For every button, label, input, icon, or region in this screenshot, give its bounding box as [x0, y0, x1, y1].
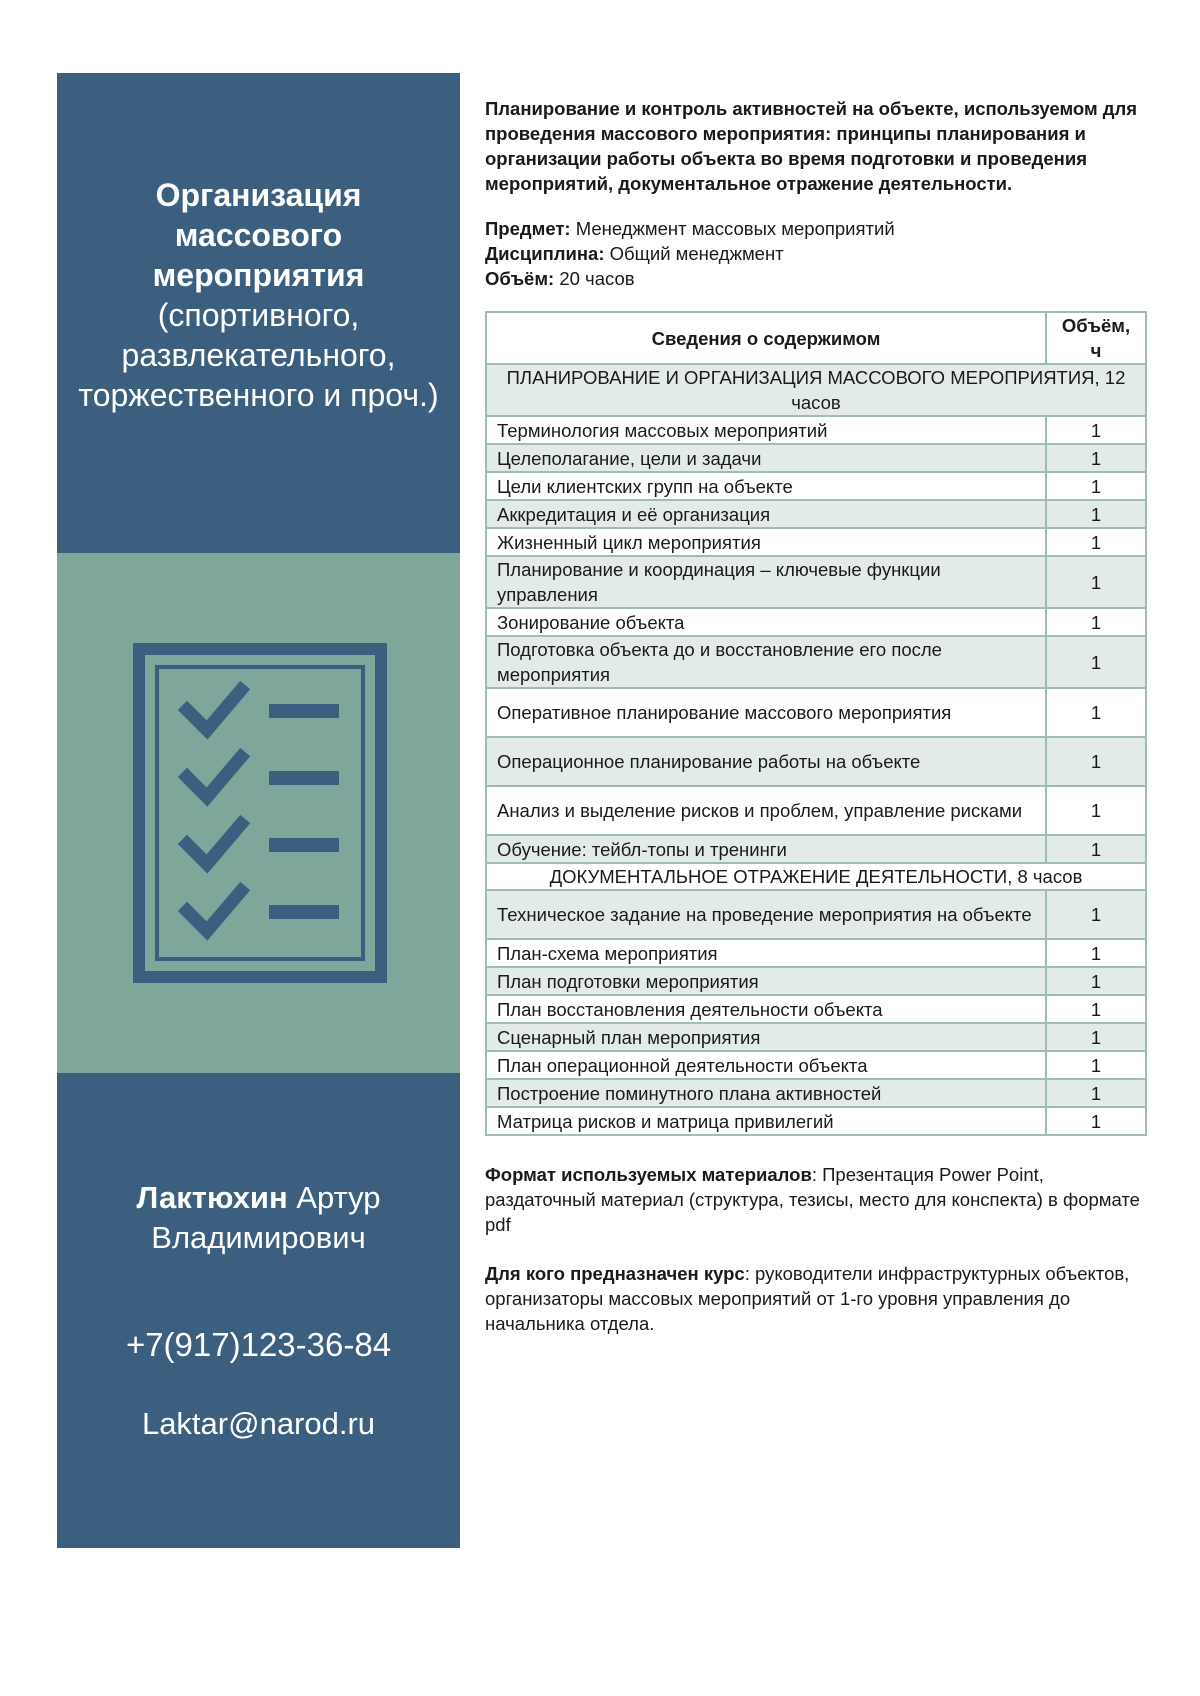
hours-cell: 1	[1046, 1107, 1146, 1135]
topic-cell: Сценарный план мероприятия	[486, 1023, 1046, 1051]
topic-cell: Техническое задание на проведение мероприятия на объекте	[486, 890, 1046, 939]
hours-cell: 1	[1046, 472, 1146, 500]
sidebar-icon-panel	[57, 553, 460, 1073]
topic-cell: Оперативное планирование массового мероприятия	[486, 688, 1046, 737]
hours-cell: 1	[1046, 1051, 1146, 1079]
table-row	[486, 835, 1146, 863]
hours-cell: 1	[1046, 500, 1146, 528]
topic-cell: План подготовки мероприятия	[486, 967, 1046, 995]
table-row	[486, 1107, 1146, 1135]
author-name	[57, 1178, 460, 1258]
table-row	[486, 1051, 1146, 1079]
meta-discipline	[485, 241, 1147, 266]
course-title-main: Организация массового мероприятия	[152, 177, 365, 293]
hours-cell: 1	[1046, 786, 1146, 835]
table-row	[486, 1023, 1146, 1051]
table-row	[486, 528, 1146, 556]
table-header-row	[486, 312, 1146, 364]
course-title-sub: (спортивного, развлекательного, торжественного и проч.)	[78, 297, 439, 413]
hours-cell: 1	[1046, 416, 1146, 444]
table-row	[486, 967, 1146, 995]
author-first-name: Артур Владимирович	[151, 1180, 381, 1255]
materials-format-label: Формат используемых материалов	[485, 1164, 812, 1185]
meta-discipline-value: Общий менеджмент	[604, 243, 784, 264]
meta-volume	[485, 266, 1147, 291]
page-headline: Планирование и контроль активностей на объекте, используемом для проведения массового мероприятия: принципы планирования и организации работы объекта во время подготовки и проведения мероприятий, документальное отражение деятельности.	[485, 98, 1138, 194]
materials-format	[485, 1162, 1147, 1237]
hours-cell: 1	[1046, 967, 1146, 995]
hours-cell: 1	[1046, 835, 1146, 863]
topic-cell: Планирование и координация – ключевые функции управления	[486, 556, 1046, 608]
table-row	[486, 786, 1146, 835]
table-row	[486, 416, 1146, 444]
table-row	[486, 1079, 1146, 1107]
hours-cell: 1	[1046, 688, 1146, 737]
table-row	[486, 737, 1146, 786]
header-topic: Сведения о содержимом	[486, 312, 1046, 364]
author-last-name: Лактюхин	[136, 1180, 288, 1215]
table-section-row	[486, 863, 1146, 890]
table-row	[486, 608, 1146, 636]
table-row	[486, 636, 1146, 688]
sidebar-top-panel	[57, 73, 460, 553]
hours-cell: 1	[1046, 1023, 1146, 1051]
table-row	[486, 556, 1146, 608]
topic-cell: Матрица рисков и матрица привилегий	[486, 1107, 1046, 1135]
author-phone: +7(917)123-36-84	[125, 1326, 392, 1363]
table-row	[486, 472, 1146, 500]
hours-cell: 1	[1046, 737, 1146, 786]
hours-cell: 1	[1046, 995, 1146, 1023]
topic-cell: Операционное планирование работы на объекте	[486, 737, 1046, 786]
table-section-row	[486, 364, 1146, 416]
topic-cell: Анализ и выделение рисков и проблем, управление рисками	[486, 786, 1046, 835]
header-hours: Объём, ч	[1046, 312, 1146, 364]
table-row	[486, 688, 1146, 737]
table-row	[486, 939, 1146, 967]
topic-cell: Жизненный цикл мероприятия	[486, 528, 1046, 556]
author-email: Laktar@narod.ru	[141, 1406, 376, 1441]
course-title	[77, 175, 440, 415]
table-row	[486, 995, 1146, 1023]
hours-cell: 1	[1046, 556, 1146, 608]
section-title: ДОКУМЕНТАЛЬНОЕ ОТРАЖЕНИЕ ДЕЯТЕЛЬНОСТИ, 8 часов	[486, 863, 1146, 890]
hours-cell: 1	[1046, 608, 1146, 636]
hours-cell: 1	[1046, 528, 1146, 556]
main-content	[485, 96, 1147, 1336]
topic-cell: Целеполагание, цели и задачи	[486, 444, 1046, 472]
hours-cell: 1	[1046, 890, 1146, 939]
topic-cell: Обучение: тейбл-топы и тренинги	[486, 835, 1046, 863]
hours-cell: 1	[1046, 444, 1146, 472]
topic-cell: План операционной деятельности объекта	[486, 1051, 1046, 1079]
topic-cell: Терминология массовых мероприятий	[486, 416, 1046, 444]
topic-cell: Аккредитация и её организация	[486, 500, 1046, 528]
sidebar-contact-panel	[57, 1073, 460, 1548]
meta-subject-label: Предмет:	[485, 218, 571, 239]
table-row	[486, 500, 1146, 528]
topic-cell: План-схема мероприятия	[486, 939, 1046, 967]
meta-subject-value: Менеджмент массовых мероприятий	[570, 218, 895, 239]
target-audience-text: : руководители инфраструктурных объектов, организаторы массовых мероприятий от 1-го уровня управления до начальника отдела.	[485, 1263, 1130, 1334]
topic-cell: Зонирование объекта	[486, 608, 1046, 636]
topic-cell: Построение поминутного плана активностей	[486, 1079, 1046, 1107]
table-row	[486, 444, 1146, 472]
target-audience-label: Для кого предназначен курс	[485, 1263, 745, 1284]
table-row	[486, 890, 1146, 939]
hours-cell: 1	[1046, 1079, 1146, 1107]
meta-volume-label: Объём:	[485, 268, 555, 289]
topic-cell: Подготовка объекта до и восстановление его после мероприятия	[486, 636, 1046, 688]
topic-cell: План восстановления деятельности объекта	[486, 995, 1046, 1023]
sidebar	[57, 73, 460, 1548]
section-title: ПЛАНИРОВАНИЕ И ОРГАНИЗАЦИЯ МАССОВОГО МЕРОПРИЯТИЯ, 12 часов	[486, 364, 1146, 416]
content-table	[485, 311, 1147, 1136]
meta-volume-value: 20 часов	[554, 268, 635, 289]
target-audience	[485, 1261, 1147, 1336]
topic-cell: Цели клиентских групп на объекте	[486, 472, 1046, 500]
meta-subject	[485, 216, 1147, 241]
checklist-icon	[133, 643, 387, 983]
hours-cell: 1	[1046, 636, 1146, 688]
materials-format-text: : Презентация Power Point, раздаточный материал (структура, тезисы, место для конспекта) в формате pdf	[485, 1164, 1140, 1235]
hours-cell: 1	[1046, 939, 1146, 967]
meta-discipline-label: Дисциплина:	[485, 243, 605, 264]
